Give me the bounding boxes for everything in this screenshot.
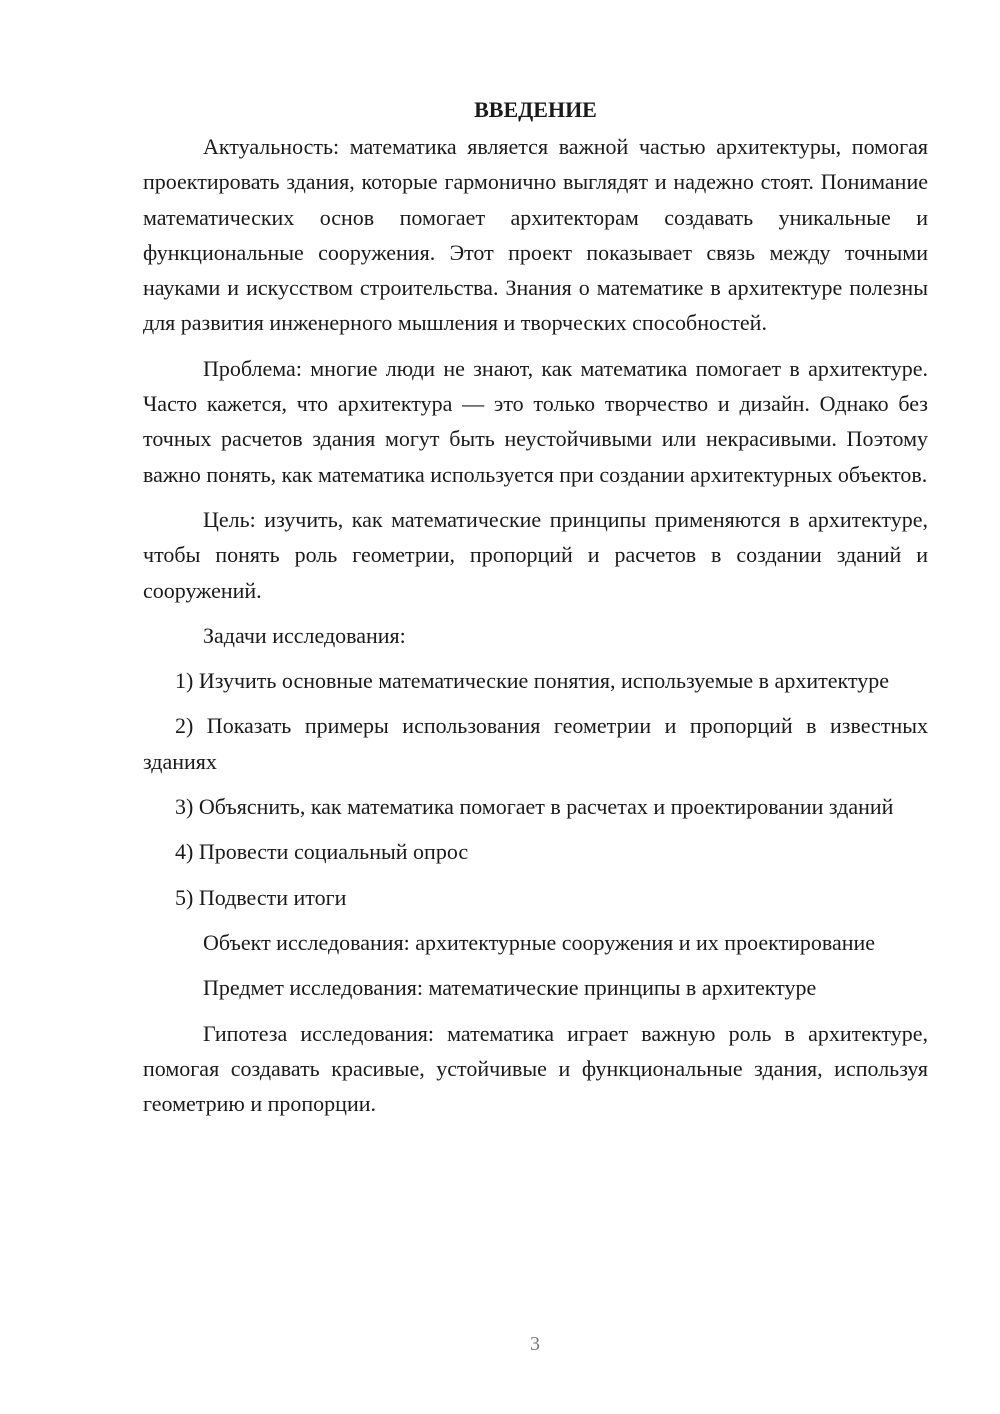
page-number: 3 (530, 1333, 540, 1355)
hypothesis-paragraph: Гипотеза исследования: математика играет важную роль в архитектуре, помогая создавать красивые, устойчивые и функциональные здания, используя геометрию и пропорции. (143, 1020, 928, 1117)
goal-paragraph: Цель: изучить, как математические принципы применяются в архитектуре, чтобы понять роль геометрии, пропорций и расчетов в создании зданий и сооружений. (143, 506, 928, 603)
task-item-1: 1) Изучить основные математические понятия, используемые в архитектуре (175, 668, 889, 694)
page-title: ВВЕДЕНИЕ (474, 97, 597, 122)
relevance-paragraph: Актуальность: математика является важной частью архитектуры, помогая проектировать здания, которые гармонично выглядят и надежно стоят. Понимание математических основ помогает архитекторам создавать уникальные и функциональные сооружения. Этот проект показывает связь между точными науками и искусством строительства. Знания о математике в архитектуре полезны для развития инженерного мышления и творческих способностей. (143, 134, 928, 336)
problem-paragraph: Проблема: многие люди не знают, как математика помогает в архитектуре. Часто кажется, что архитектура — это только творчество и дизайн. Однако без точных расчетов здания могут быть неустойчивыми или некрасивыми. Поэтому важно понять, как математика используется при создании архитектурных объектов. (143, 355, 928, 487)
task-item-5: 5) Подвести итоги (175, 884, 347, 910)
tasks-heading: Задачи исследования: (203, 622, 406, 648)
document-page (143, 95, 928, 1121)
task-item-3: 3) Объяснить, как математика помогает в расчетах и проектировании зданий (175, 794, 894, 820)
task-item-4: 4) Провести социальный опрос (175, 839, 469, 865)
task-item-2: 2) Показать примеры использования геометрии и пропорций в известных зданиях (143, 713, 928, 774)
subject-paragraph: Предмет исследования: математические принципы в архитектуре (203, 975, 817, 1001)
object-paragraph: Объект исследования: архитектурные сооружения и их проектирование (203, 929, 876, 955)
